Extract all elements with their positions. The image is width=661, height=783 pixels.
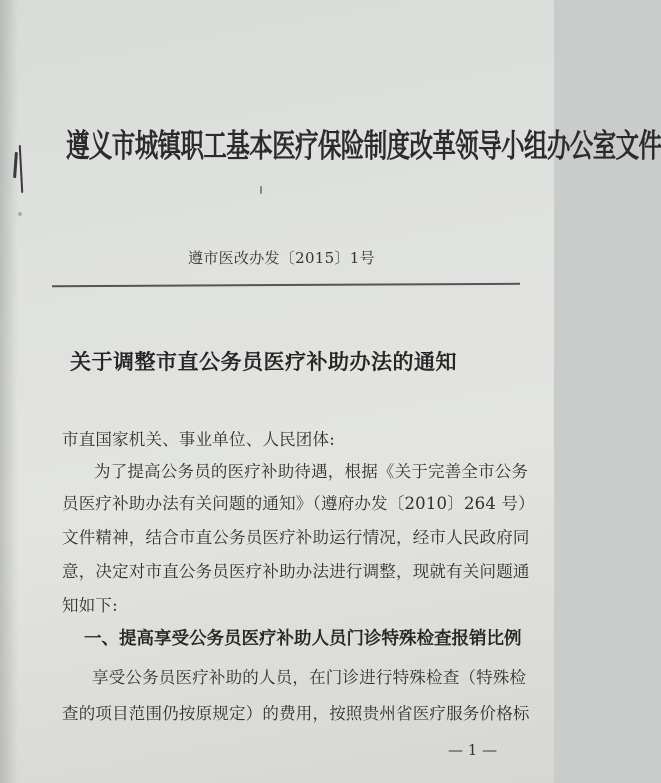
document-number: 遵市医改办发〔2015〕1号 (188, 249, 375, 267)
header-title: 遵义市城镇职工基本医疗保险制度改革领导小组办公室文件 (66, 126, 661, 165)
paragraph-line: 员医疗补助办法有关问题的通知》（遵府办发〔2010〕264 号） (62, 494, 535, 513)
paragraph-line: 享受公务员医疗补助的人员，在门诊进行特殊检查（特殊检 (92, 668, 527, 687)
paragraph-line: 为了提高公务员的医疗补助待遇，根据《关于完善全市公务 (94, 462, 529, 481)
pen-mark (260, 186, 262, 194)
section-heading: 一、提高享受公务员医疗补助人员门诊特殊检查报销比例 (84, 629, 522, 649)
addressee: 市直国家机关、事业单位、人民团体: (62, 430, 335, 449)
paragraph-line: 意，决定对市直公务员医疗补助办法进行调整，现就有关问题通 (62, 562, 530, 581)
paragraph-line: 文件精神，结合市直公务员医疗补助运行情况，经市人民政府同 (62, 528, 530, 547)
page-number: — 1 — (448, 741, 498, 759)
main-title: 关于调整市直公务员医疗补助办法的通知 (70, 349, 457, 374)
paragraph-line: 知如下: (62, 596, 118, 615)
ink-dot (18, 212, 22, 216)
header-divider (52, 283, 520, 287)
pen-mark (19, 145, 24, 193)
page-shadow (0, 0, 18, 783)
paragraph-line: 查的项目范围仍按原规定）的费用，按照贵州省医疗服务价格标 (62, 704, 530, 723)
